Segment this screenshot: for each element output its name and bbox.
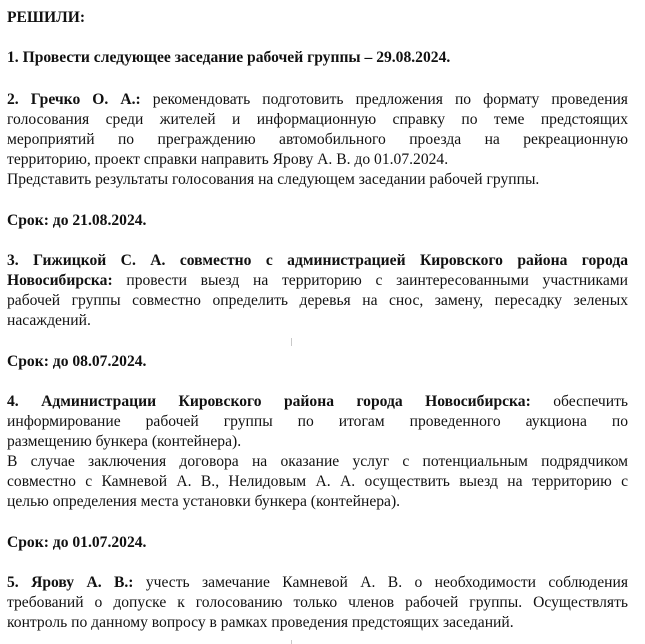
item-2-line-3	[7, 130, 628, 150]
item-2-text: голосования среди жителей и информационную справку по теме предстоящих	[7, 111, 628, 128]
item-4-line-2	[7, 412, 628, 432]
deadline-3	[7, 533, 146, 553]
scan-artifact	[291, 338, 292, 346]
item-4-text: информирование рабочей группы по итогам проведенного аукциона по	[7, 413, 628, 430]
item-2-assignee: 2. Гречко О. А.:	[7, 91, 141, 108]
item-2-line-5	[7, 170, 539, 190]
item-3-text: рабочей группы совместно определить деревья на снос, замену, пересадку зеленых	[7, 292, 628, 309]
deadline-2	[7, 352, 146, 372]
item-2-text: Представить результаты голосования на следующем заседании рабочей группы.	[7, 171, 540, 188]
item-3-line-2	[7, 271, 628, 291]
item-4-text: целью определения места установки бункера (контейнера).	[7, 493, 401, 510]
item-4-text: совместно с Камневой А. В., Нелидовым А. А. осуществить выезд на территорию с	[7, 473, 628, 490]
item-5-text: контроль по данному вопросу в рамках проведения предстоящих заседаний.	[7, 614, 514, 631]
item-3-assignee: Новосибирска:	[7, 272, 113, 289]
item-4-line-6	[7, 492, 400, 512]
item-5-text: требований о допуске к голосованию только членов рабочей группы. Осуществлять	[7, 594, 628, 611]
deadline-1	[7, 211, 146, 231]
item-3-text: насаждений.	[7, 312, 91, 329]
item-2-text: мероприятий по преграждению автомобильного проезда на рекреационную	[7, 131, 628, 148]
item-2-text: рекомендовать подготовить предложения по формату проведения	[152, 91, 628, 108]
item-4-line-5	[7, 472, 628, 492]
item-4-text: размещению бункера (контейнера).	[7, 433, 242, 450]
item-5-assignee: 5. Ярову А. В.:	[7, 574, 134, 591]
decision-heading	[7, 8, 85, 28]
item-5-line-1	[7, 573, 628, 593]
deadline-text: Срок: до 01.07.2024.	[7, 534, 147, 551]
item-2-line-2	[7, 110, 628, 130]
item-4-line-4	[7, 452, 628, 472]
item-2-line-1	[7, 90, 628, 110]
item-5-line-3	[7, 613, 514, 633]
heading-text: РЕШИЛИ:	[7, 9, 86, 26]
item-3-line-1	[7, 251, 628, 271]
item-3-line-4	[7, 311, 91, 331]
item-2-line-4	[7, 150, 448, 170]
deadline-text: Срок: до 08.07.2024.	[7, 353, 147, 370]
item-3-assignee: 3. Гижицкой С. А. совместно с администрацией Кировского района города	[7, 252, 628, 269]
item-2-text: территорию, проект справки направить Ярову А. В. до 01.07.2024.	[7, 151, 449, 168]
scan-artifact	[291, 640, 292, 644]
item-5-line-2	[7, 593, 628, 613]
item-3-text: провести выезд на территорию с заинтересованными участниками	[126, 272, 628, 289]
item-4-line-3	[7, 432, 241, 452]
deadline-text: Срок: до 21.08.2024.	[7, 212, 147, 229]
item-4-line-1	[7, 392, 628, 412]
item-4-assignee: 4. Администрации Кировского района города Новосибирска:	[7, 393, 531, 410]
item-4-text: В случае заключения договора на оказание услуг с потенциальным подрядчиком	[7, 453, 628, 470]
item-3-line-3	[7, 291, 628, 311]
item-1-text: 1. Провести следующее заседание рабочей группы – 29.08.2024.	[7, 49, 451, 66]
item-1	[7, 48, 450, 68]
item-5-text: учесть замечание Камневой А. В. о необходимости соблюдения	[145, 574, 628, 591]
item-4-text: обеспечить	[553, 393, 628, 410]
